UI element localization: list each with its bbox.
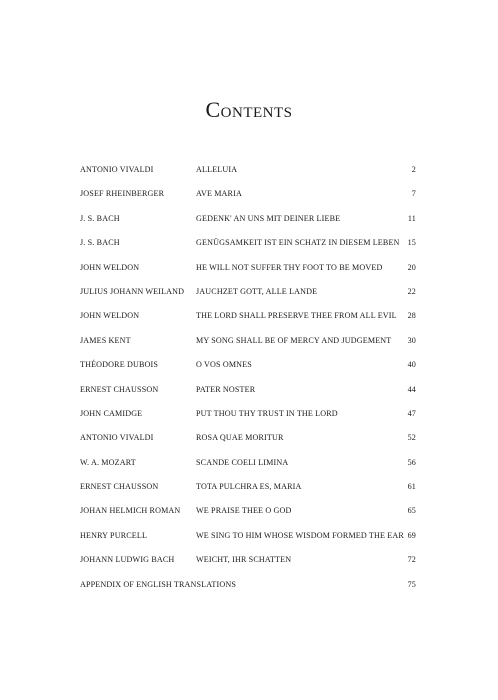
composer-name: JAMES KENT bbox=[80, 335, 131, 345]
composer-name: JOSEF RHEINBERGER bbox=[80, 189, 165, 199]
page-number: 22 bbox=[407, 286, 416, 296]
composer-name: JOHANN LUDWIG BACH bbox=[80, 555, 175, 565]
page-number: 40 bbox=[407, 360, 416, 370]
composer-name: JOHN CAMIDGE bbox=[80, 408, 143, 418]
work-title: WE PRAISE THEE O GOD bbox=[196, 506, 292, 516]
page-number: 61 bbox=[407, 482, 416, 492]
page-number: 44 bbox=[407, 384, 416, 394]
composer-name: ERNEST CHAUSSON bbox=[80, 482, 159, 492]
toc-appendix-entry bbox=[80, 580, 416, 604]
composer-name: J. S. BACH bbox=[80, 213, 120, 223]
work-title: PATER NOSTER bbox=[196, 384, 256, 394]
composer-name: THÉODORE DUBOIS bbox=[80, 360, 159, 370]
page-number: 30 bbox=[407, 335, 416, 345]
work-title: SCANDE COELI LIMINA bbox=[196, 457, 289, 467]
page-number: 75 bbox=[407, 579, 416, 589]
page-number: 69 bbox=[407, 530, 416, 540]
toc-entry bbox=[80, 287, 416, 311]
toc-entry bbox=[80, 165, 416, 189]
toc-entry bbox=[80, 238, 416, 262]
appendix-label: APPENDIX OF ENGLISH TRANSLATIONS bbox=[80, 579, 236, 589]
page-number: 15 bbox=[407, 238, 416, 248]
page-number: 72 bbox=[407, 555, 416, 565]
toc-entry bbox=[80, 409, 416, 433]
composer-name: ERNEST CHAUSSON bbox=[80, 384, 159, 394]
toc-entry bbox=[80, 385, 416, 409]
work-title: WE SING TO HIM WHOSE WISDOM FORMED THE EAR bbox=[196, 530, 404, 540]
page-number: 56 bbox=[407, 457, 416, 467]
composer-name: J. S. BACH bbox=[80, 238, 120, 248]
table-of-contents bbox=[80, 165, 416, 604]
page-title: Contents bbox=[205, 97, 293, 122]
toc-entry bbox=[80, 214, 416, 238]
page-number: 2 bbox=[411, 165, 416, 174]
composer-name: JULIUS JOHANN WEILAND bbox=[80, 286, 185, 296]
page-number: 11 bbox=[407, 213, 416, 223]
toc-entry bbox=[80, 506, 416, 530]
composer-name: HENRY PURCELL bbox=[80, 530, 148, 540]
work-title: ALLELUIA bbox=[196, 165, 238, 174]
page-number: 65 bbox=[407, 506, 416, 516]
toc-entry bbox=[80, 531, 416, 555]
toc-entry bbox=[80, 311, 416, 335]
work-title: GEDENK' AN UNS MIT DEINER LIEBE bbox=[196, 213, 341, 223]
work-title: PUT THOU THY TRUST IN THE LORD bbox=[196, 408, 338, 418]
page-number: 7 bbox=[411, 189, 416, 199]
work-title: TOTA PULCHRA ES, MARIA bbox=[196, 482, 302, 492]
page-number: 28 bbox=[407, 311, 416, 321]
toc-entry bbox=[80, 189, 416, 213]
toc-entry bbox=[80, 458, 416, 482]
composer-name: ANTONIO VIVALDI bbox=[80, 165, 154, 174]
composer-name: ANTONIO VIVALDI bbox=[80, 433, 154, 443]
toc-entry bbox=[80, 433, 416, 457]
page-number: 52 bbox=[407, 433, 416, 443]
work-title: HE WILL NOT SUFFER THY FOOT TO BE MOVED bbox=[196, 262, 383, 272]
page-number: 47 bbox=[407, 408, 416, 418]
toc-entry bbox=[80, 360, 416, 384]
work-title: WEICHT, IHR SCHATTEN bbox=[196, 555, 292, 565]
toc-entry bbox=[80, 482, 416, 506]
toc-entry bbox=[80, 263, 416, 287]
toc-entry bbox=[80, 555, 416, 579]
composer-name: JOHAN HELMICH ROMAN bbox=[80, 506, 181, 516]
composer-name: JOHN WELDON bbox=[80, 311, 140, 321]
work-title: GENÜGSAMKEIT IST EIN SCHATZ IN DIESEM LEBEN bbox=[196, 238, 400, 248]
toc-entry bbox=[80, 336, 416, 360]
page-number: 20 bbox=[407, 262, 416, 272]
composer-name: W. A. MOZART bbox=[80, 457, 136, 467]
work-title: MY SONG SHALL BE OF MERCY AND JUDGEMENT bbox=[196, 335, 392, 345]
work-title: ROSA QUAE MORITUR bbox=[196, 433, 284, 443]
work-title: O VOS OMNES bbox=[196, 360, 252, 370]
work-title: JAUCHZET GOTT, ALLE LANDE bbox=[196, 286, 318, 296]
work-title: AVE MARIA bbox=[196, 189, 242, 199]
composer-name: JOHN WELDON bbox=[80, 262, 140, 272]
work-title: THE LORD SHALL PRESERVE THEE FROM ALL EVIL bbox=[196, 311, 397, 321]
